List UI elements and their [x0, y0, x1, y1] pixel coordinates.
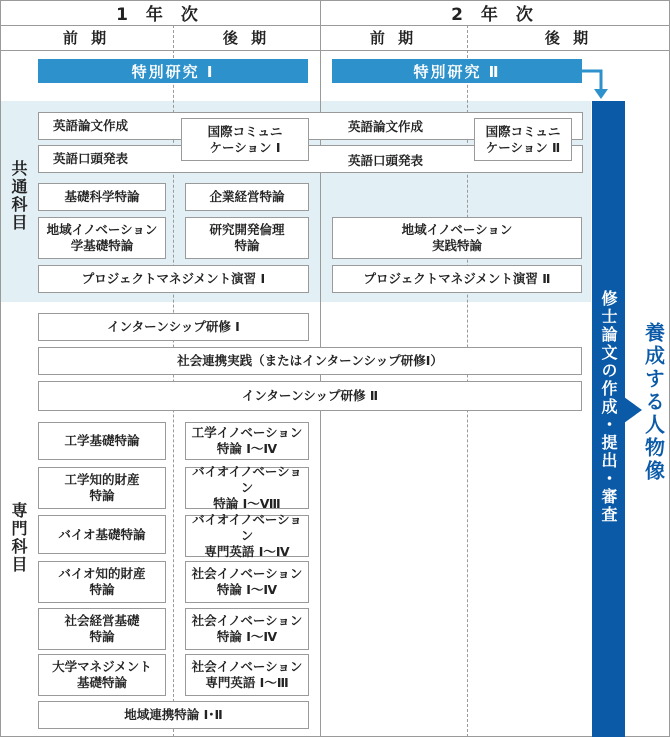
- connector-arrow-icon: [580, 60, 610, 102]
- common-subjects-label: 共通科目: [9, 160, 28, 232]
- internship-1-course: インターンシップ研修 Ⅰ: [38, 313, 309, 341]
- social-collaboration-practice-course: 社会連携実践（またはインターンシップ研修Ⅰ）: [38, 347, 582, 375]
- internship-2-course: インターンシップ研修 Ⅱ: [38, 381, 582, 411]
- corporate-management-course: 企業経営特論: [185, 183, 309, 211]
- special-research-2-bar: 特別研究 Ⅱ: [332, 59, 582, 83]
- social-management-basic-course: 社会経営基礎 特論: [38, 608, 166, 650]
- bio-innovation-english-course: バイオイノベーション 専門英語 Ⅰ～Ⅳ: [185, 515, 309, 557]
- term-header-y1-first: 前 期: [62, 29, 111, 47]
- engineering-basic-course: 工学基礎特論: [38, 422, 166, 460]
- talent-label-wrap: [640, 322, 668, 483]
- thesis-label: 修士論文の作成・提出・審査: [599, 290, 618, 524]
- international-communication-1: 国際コミュニ ケーション Ⅰ: [181, 118, 309, 161]
- pm-practice-2-course: プロジェクトマネジメント演習 Ⅱ: [332, 265, 582, 293]
- regional-innovation-practice-course: 地域イノベーション 実践特論: [332, 217, 582, 259]
- social-innovation-course-a: 社会イノベーション 特論 Ⅰ～Ⅳ: [185, 561, 309, 603]
- bio-basic-course: バイオ基礎特論: [38, 515, 166, 554]
- regional-innovation-basic-course: 地域イノベーション 学基礎特論: [38, 217, 166, 259]
- term-header-y2-first: 前 期: [369, 29, 418, 47]
- special-research-1-bar: 特別研究 Ⅰ: [38, 59, 308, 83]
- engineering-innovation-course: 工学イノベーション 特論 Ⅰ～Ⅳ: [185, 422, 309, 460]
- engineering-ip-course: 工学知的財産 特論: [38, 467, 166, 509]
- basic-science-course: 基礎科学特論: [38, 183, 166, 211]
- social-innovation-english-course: 社会イノベーション 専門英語 Ⅰ～Ⅲ: [185, 654, 309, 696]
- regional-collaboration-course: 地域連携特論 Ⅰ･Ⅱ: [38, 701, 309, 729]
- international-communication-2: 国際コミュニ ケーション Ⅱ: [474, 118, 572, 161]
- term-header-y1-second: 後 期: [222, 29, 271, 47]
- specialized-subjects-label: 専門科目: [9, 502, 28, 574]
- university-management-basic-course: 大学マネジメント 基礎特論: [38, 654, 166, 696]
- english-writing-y2: 英語論文作成: [348, 119, 424, 134]
- year-1-header: 1 年 次: [116, 5, 204, 25]
- bio-ip-course: バイオ知的財産 特論: [38, 561, 166, 603]
- header-divider-2: [0, 50, 670, 51]
- pm-practice-1-course: プロジェクトマネジメント演習 Ⅰ: [38, 265, 309, 293]
- english-oral-y1: 英語口頭発表: [38, 145, 583, 173]
- talent-label: 養成する人物像: [641, 322, 666, 483]
- english-oral-y2: 英語口頭発表: [348, 153, 424, 168]
- social-innovation-course-b: 社会イノベーション 特論 Ⅰ～Ⅳ: [185, 608, 309, 650]
- rd-ethics-course: 研究開発倫理 特論: [185, 217, 309, 259]
- term-header-y2-second: 後 期: [544, 29, 593, 47]
- english-writing-y1: 英語論文作成: [38, 112, 583, 140]
- bio-innovation-course: バイオイノベーション 特論 Ⅰ～Ⅷ: [185, 467, 309, 509]
- thesis-label-wrap: [592, 290, 625, 524]
- year-2-header: 2 年 次: [451, 5, 539, 25]
